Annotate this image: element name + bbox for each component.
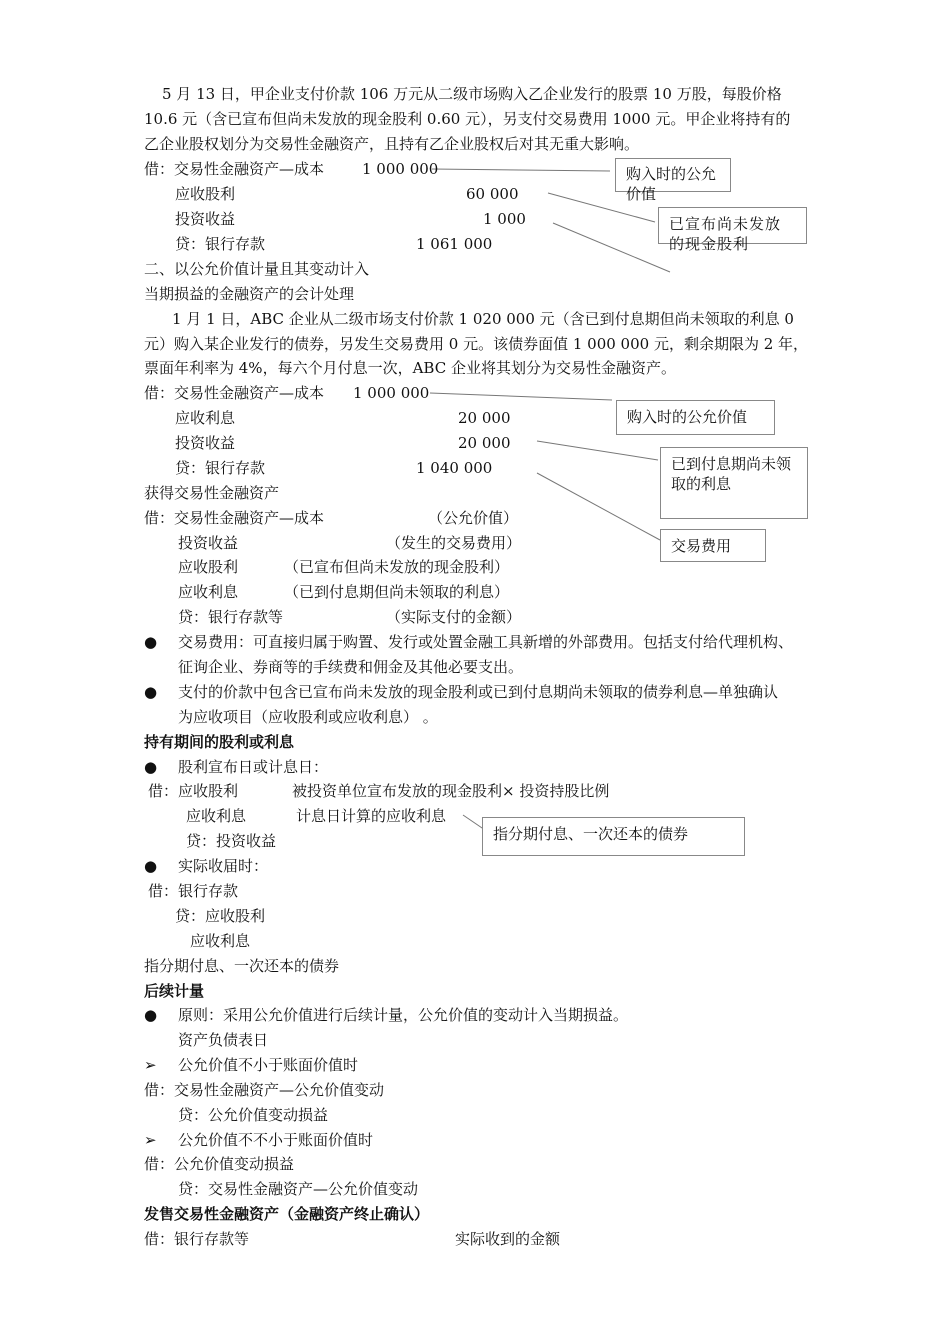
callout-note: 已宣布尚未发放的现金股利 bbox=[658, 207, 807, 244]
entry-amount: 1 061 000 bbox=[416, 235, 493, 253]
paragraph-line: 元）购入某企业发行的债券，另发生交易费用 0 元。该债券面值 1 000 000 元，剩余期限为 2 年， bbox=[144, 335, 809, 353]
entry-credit-label: 贷：交易性金融资产—公允价值变动 bbox=[178, 1180, 419, 1198]
entry-amount: 20 000 bbox=[458, 434, 511, 452]
entry-credit-label: 应收利息 bbox=[190, 932, 251, 950]
paragraph-line: 指分期付息、一次还本的债券 bbox=[144, 957, 340, 975]
bullet-text: 股利宣布日或计息日： bbox=[178, 758, 329, 776]
entry-note: （已宣布但尚未发放的现金股利） bbox=[284, 558, 510, 576]
bullet-icon: ● bbox=[144, 683, 158, 701]
bullet-text: 征询企业、券商等的手续费和佣金及其他必要支出。 bbox=[178, 658, 524, 676]
entry-debit-label: 应收股利 bbox=[175, 185, 236, 203]
entry-debit-label: 借：应收股利 bbox=[148, 782, 239, 800]
bullet-icon: ● bbox=[144, 758, 158, 776]
entry-credit-label: 贷：公允价值变动损益 bbox=[178, 1106, 329, 1124]
entry-debit-label: 应收利息 bbox=[186, 807, 247, 825]
entry-credit-label: 贷：应收股利 bbox=[175, 907, 266, 925]
entry-note: （已到付息期但尚未领取的利息） bbox=[284, 583, 510, 601]
paragraph-line: 10.6 元（含已宣布但尚未发放的现金股利 0.60 元），另支付交易费用 1000 元。甲企业将持有的 bbox=[144, 110, 791, 128]
entry-note: 被投资单位宣布发放的现金股利× 投资持股比例 bbox=[292, 782, 610, 800]
entry-debit-label: 借：交易性金融资产—公允价值变动 bbox=[144, 1081, 385, 1099]
connector-line bbox=[537, 473, 660, 540]
callout-note: 交易费用 bbox=[660, 529, 766, 562]
entry-debit-label: 借：交易性金融资产—成本 bbox=[144, 160, 325, 178]
callout-note: 购入时的公允价值 bbox=[615, 158, 731, 192]
arrow-bullet-icon: ➢ bbox=[144, 1056, 157, 1074]
entry-debit-label: 应收利息 bbox=[178, 583, 239, 601]
entry-debit-label: 投资收益 bbox=[175, 210, 236, 228]
entry-note: （公允价值） bbox=[428, 509, 519, 527]
bullet-text: 资产负债表日 bbox=[178, 1031, 269, 1049]
entry-amount: 20 000 bbox=[458, 409, 511, 427]
paragraph-line: 1 月 1 日，ABC 企业从二级市场支付价款 1 020 000 元（含已到付息期但尚未领取的利息 0 bbox=[172, 310, 794, 328]
connector-line bbox=[537, 441, 658, 460]
section-heading: 发售交易性金融资产（金融资产终止确认） bbox=[144, 1205, 430, 1223]
entry-amount: 1 000 000 bbox=[353, 384, 430, 402]
entry-debit-label: 应收股利 bbox=[178, 558, 239, 576]
bullet-icon: ● bbox=[144, 1006, 158, 1024]
entry-note: 计息日计算的应收利息 bbox=[296, 807, 447, 825]
connector-line bbox=[430, 393, 612, 400]
section-title: 当期损益的金融资产的会计处理 bbox=[144, 285, 355, 303]
entry-amount: 1 000 bbox=[483, 210, 526, 228]
callout-note: 已到付息期尚未领取的利息 bbox=[660, 447, 808, 519]
entry-debit-label: 投资收益 bbox=[178, 534, 239, 552]
section-heading: 持有期间的股利或利息 bbox=[144, 733, 295, 751]
entry-credit-label: 贷：银行存款 bbox=[175, 459, 266, 477]
paragraph-line: 乙企业股权划分为交易性金融资产，且持有乙企业股权后对其无重大影响。 bbox=[144, 135, 640, 153]
entry-note: （发生的交易费用） bbox=[386, 534, 522, 552]
section-heading: 后续计量 bbox=[144, 982, 205, 1000]
paragraph-line: 票面年利率为 4%，每六个月付息一次，ABC 企业将其划分为交易性金融资产。 bbox=[144, 359, 676, 377]
entry-credit-label: 贷：投资收益 bbox=[186, 832, 277, 850]
entry-note: 实际收到的金额 bbox=[455, 1230, 561, 1248]
entry-debit-label: 应收利息 bbox=[175, 409, 236, 427]
bullet-icon: ● bbox=[144, 857, 158, 875]
bullet-text: 实际收届时： bbox=[178, 857, 269, 875]
paragraph-line: 5 月 13 日，甲企业支付价款 106 万元从二级市场购入乙企业发行的股票 10 万股，每股价格 bbox=[162, 85, 782, 103]
arrow-bullet-icon: ➢ bbox=[144, 1131, 157, 1149]
entry-debit-label: 借：交易性金融资产—成本 bbox=[144, 509, 325, 527]
entry-note: （实际支付的金额） bbox=[386, 608, 522, 626]
entry-credit-label: 贷：银行存款 bbox=[175, 235, 266, 253]
callout-note: 指分期付息、一次还本的债券 bbox=[482, 817, 745, 856]
entry-credit-label: 贷：银行存款等 bbox=[178, 608, 284, 626]
connector-line bbox=[553, 223, 670, 272]
bullet-icon: ● bbox=[144, 633, 158, 651]
entry-amount: 1 040 000 bbox=[416, 459, 493, 477]
bullet-text: 公允价值不小于账面价值时 bbox=[178, 1056, 359, 1074]
entry-debit-label: 投资收益 bbox=[175, 434, 236, 452]
entry-debit-label: 借：公允价值变动损益 bbox=[144, 1155, 295, 1173]
connector-line bbox=[432, 169, 610, 171]
bullet-text: 公允价值不不小于账面价值时 bbox=[178, 1131, 374, 1149]
bullet-text: 交易费用：可直接归属于购置、发行或处置金融工具新增的外部费用。包括支付给代理机构、 bbox=[178, 633, 794, 651]
bullet-text: 原则：采用公允价值进行后续计量，公允价值的变动计入当期损益。 bbox=[178, 1006, 629, 1024]
entry-debit-label: 借：交易性金融资产—成本 bbox=[144, 384, 325, 402]
section-title: 二、以公允价值计量且其变动计入 bbox=[144, 260, 370, 278]
entry-debit-label: 借：银行存款等 bbox=[144, 1230, 250, 1248]
entry-amount: 60 000 bbox=[466, 185, 519, 203]
entry-debit-label: 借：银行存款 bbox=[148, 882, 239, 900]
callout-note: 购入时的公允价值 bbox=[616, 400, 775, 435]
subheading: 获得交易性金融资产 bbox=[144, 484, 280, 502]
bullet-text: 为应收项目（应收股利或应收利息） 。 bbox=[178, 708, 438, 726]
bullet-text: 支付的价款中包含已宣布尚未发放的现金股利或已到付息期尚未领取的债券利息—单独确认 bbox=[178, 683, 779, 701]
entry-amount: 1 000 000 bbox=[362, 160, 439, 178]
